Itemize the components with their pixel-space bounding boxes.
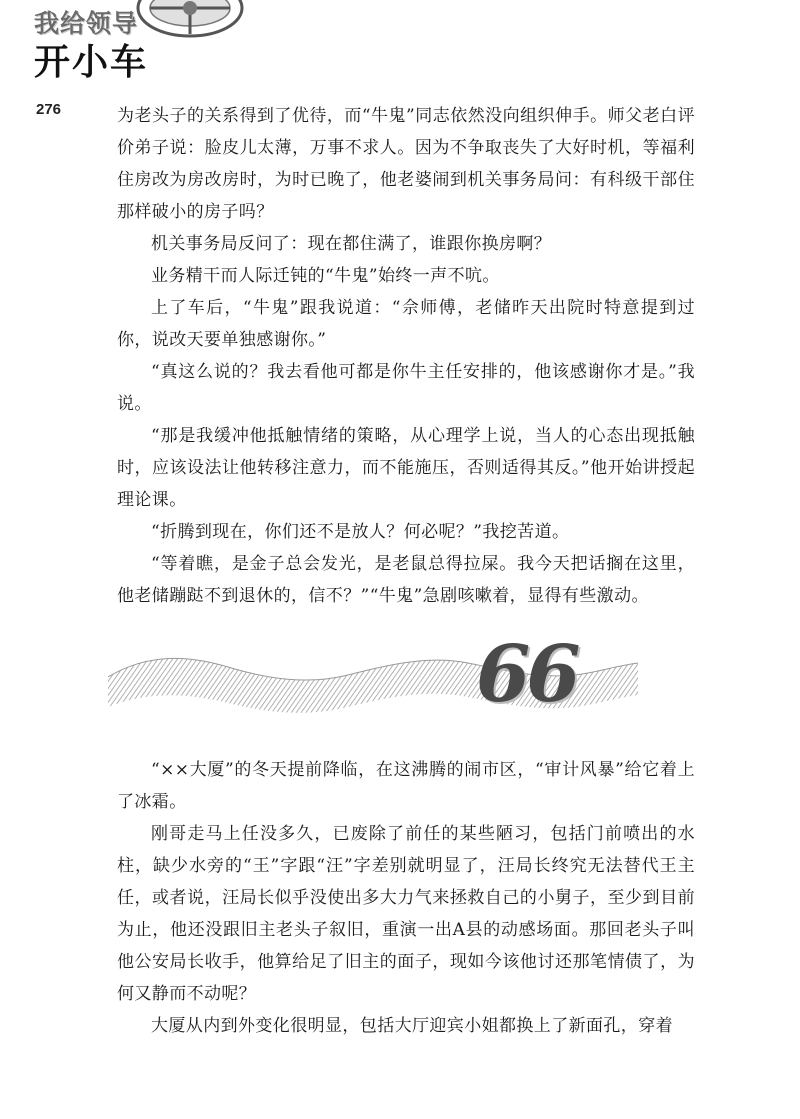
paragraph: 大厦从内到外变化很明显，包括大厅迎宾小姐都换上了新面孔，穿着 <box>151 1016 673 1036</box>
body-text-top <box>117 100 695 612</box>
paragraph: “那是我缓冲他抵触情绪的策略，从心理学上说，当人的心态出现抵触时，应该设法让他转移注意力，而不能施压，否则适得其反。”他开始讲授起理论课。 <box>117 426 695 510</box>
paragraph: 刚哥走马上任没多久，已废除了前任的某些陋习，包括门前喷出的水柱，缺少水旁的“王”字跟“汪”字差别就明显了，汪局长终究无法替代王主任，或者说，汪局长似乎没使出多大力气来拯救自己的小舅子，至少到目前为止，他还没跟旧主老头子叙旧，重演一出A县的动感场面。那回老头子叫他公安局长收手，他算给足了旧主的面子，现如今该他讨还那笔情债了，为何又静而不动呢？ <box>117 824 695 1004</box>
paragraph: 为老头子的关系得到了优待，而“牛鬼”同志依然没向组织伸手。师父老白评价弟子说：脸皮儿太薄，万事不求人。因为不争取丧失了大好时机，等福利住房改为房改房时，为时已晚了，他老婆闹到机关事务局问：有科级干部住那样破小的房子吗？ <box>117 106 695 222</box>
page-number: 276 <box>36 101 62 118</box>
paragraph: 上了车后，“牛鬼”跟我说道：“佘师傅，老储昨天出院时特意提到过你，说改天要单独感谢你。” <box>117 298 695 350</box>
book-title-line2: 开小车 <box>34 42 149 83</box>
book-title-line1: 我给领导 <box>34 9 139 38</box>
paragraph: 机关事务局反问了：现在都住满了，谁跟你换房啊？ <box>151 234 552 254</box>
steering-wheel-icon <box>130 0 260 48</box>
chapter-heading <box>108 625 638 725</box>
paragraph: “折腾到现在，你们还不是放人？何必呢？”我挖苦道。 <box>151 522 570 542</box>
chapter-number: 66 <box>476 629 577 720</box>
body-text-bottom <box>117 754 695 1042</box>
paragraph: 业务精干而人际迁钝的“牛鬼”始终一声不吭。 <box>151 266 500 286</box>
paragraph: “等着瞧，是金子总会发光，是老鼠总得拉屎。我今天把话搁在这里，他老储蹦跶不到退休的，信不？”“牛鬼”急剧咳嗽着，显得有些激动。 <box>117 554 695 606</box>
paragraph: “××大厦”的冬天提前降临，在这沸腾的闹市区，“审计风暴”给它着上了冰霜。 <box>117 760 695 812</box>
book-title-logo <box>30 0 270 82</box>
paragraph: “真这么说的？我去看他可都是你牛主任安排的，他该感谢你才是。”我说。 <box>117 362 695 414</box>
